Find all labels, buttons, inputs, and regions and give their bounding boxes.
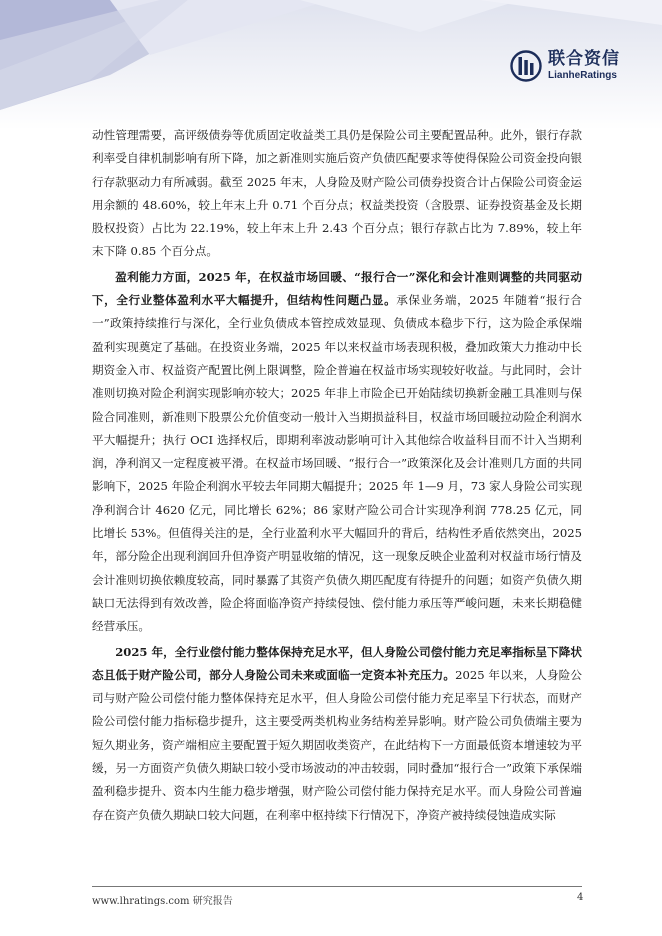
- company-logo: [510, 50, 620, 82]
- lianhe-logo-icon: [510, 50, 542, 82]
- paragraph-solvency-body: 2025 年以来，人身险公司与财产险公司偿付能力整体保持充足水平，但人身险公司偿付能力充足率呈下行状态，而财产险公司偿付能力指标稳步提升，这主要受两类机构业务结构差异影响。财产险公司负债端主要为短久期业务，资产端相应主要配置于短久期固收类资产，在此结构下一方面最低资本增速较为平缓，另一方面资产负债久期缺口较小受市场波动的冲击较弱，同时叠加“报行合一”政策下承保端盈利稳步提升、资本内生能力稳步增强，财产险公司偿付能力保持充足水平。而人身险公司普遍存在资产负债久期缺口较大问题，在利率中枢持续下行情况下，净资产被持续侵蚀造成实际: [92, 667, 582, 822]
- page-number: 4: [577, 892, 584, 903]
- paragraph-solvency-lead: 2025 年，全行业偿付能力整体保持充足水平，但人身险公司偿付能力充足率指标呈下降状态且低于财产险公司，部分人身险公司未来或面临一定资本补充压力。: [92, 644, 582, 682]
- paragraph-profitability-body: 承保业务端，2025 年随着“报行合一”政策持续推行与深化，全行业负债成本管控成效显现、负债成本稳步下行，这为险企承保端盈利实现奠定了基础。在投资业务端，2025 年以来权益市场表现积极，叠加政策大力推动中长期资金入市、权益资产配置比例上限调整，险企普遍在权益市场实现较好收益。与此同时，会计准则切换对险企利润实现影响亦较大；2025 年非上市险企已开始陆续切换新金融工具准则与保险合同准则，新准则下股票公允价值变动一般计入当期损益科目，权益市场回暖拉动险企利润水平大幅提升；执行 OCI 选择权后，即期利率波动影响可计入其他综合收益科目而不计入当期利润，净利润又一定程度被平滑。在权益市场回暖、“报行合一”政策深化及会计准则几方面的共同影响下，2025 年险企利润水平较去年同期大幅提升；2025 年 1—9 月，73 家人身险公司实现净利润合计 4620 亿元，同比增长 62%；86 家财产险公司合计实现净利润 778.25 亿元，同比增长 53%。但值得关注的是，全行业盈利水平大幅回升的背后，结构性矛盾依然突出，2025 年，部分险企出现利润回升但净资产明显收缩的情况，这一现象反映企业盈利对权益市场行情及会计准则切换依赖度较高，同时暴露了其资产负债久期匹配度有待提升的问题；如资产负债久期缺口无法得到有效改善，险企将面临净资产持续侵蚀、偿付能力承压等严峻问题，未来长期稳健经营承压。: [92, 293, 582, 634]
- document-body: [92, 124, 582, 827]
- logo-chinese-name: 联合资信: [548, 49, 620, 69]
- paragraph-profitability-lead: 盈利能力方面，2025 年，在权益市场回暖、“报行合一”深化和会计准则调整的共同驱动下，全行业整体盈利水平大幅提升，但结构性问题凸显。: [92, 269, 582, 308]
- paragraph-solvency: [92, 641, 582, 827]
- logo-english-name: LianheRatings: [548, 70, 617, 81]
- footer-divider: [92, 886, 582, 887]
- paragraph-profitability: [92, 266, 582, 639]
- footer-website: www.lhratings.com 研究报告: [92, 896, 233, 907]
- paragraph-asset-allocation: 动性管理需要，高评级债券等优质固定收益类工具仍是保险公司主要配置品种。此外，银行存款利率受自律机制影响有所下降，加之新准则实施后资产负债匹配要求等使得保险公司资金投向银行存款驱动力有所减弱。截至 2025 年末，人身险及财产险公司债券投资合计占保险公司资金运用余额的 48.60%，较上年末上升 0.71 个百分点；权益类投资（含股票、证券投资基金及长期股权投资）占比为 22.19%，较上年末上升 2.43 个百分点；银行存款占比为 7.89%，较上年末下降 0.85 个百分点。: [92, 128, 582, 259]
